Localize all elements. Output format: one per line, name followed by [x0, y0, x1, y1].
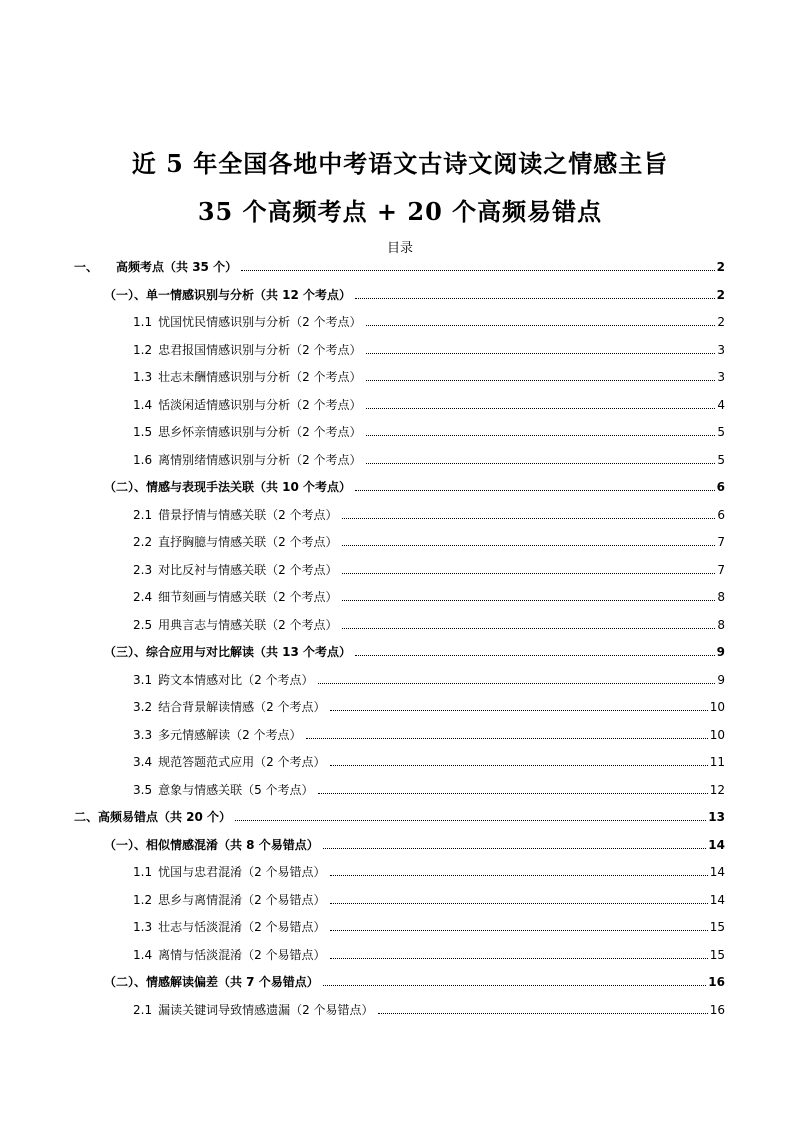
toc-leader-dots — [330, 709, 708, 711]
toc-entry[interactable] — [133, 419, 725, 439]
toc-entry[interactable] — [74, 804, 725, 824]
toc-entry-page: 2 — [716, 260, 725, 274]
toc-entry-title: 忧国忧民情感识别与分析（2 个考点） — [158, 315, 362, 329]
toc-leader-dots — [235, 819, 706, 821]
toc-entry-title: （一）、相似情感混淆（共 8 个易错点） — [104, 838, 319, 852]
toc-entry[interactable] — [133, 529, 725, 549]
toc-entry-number: 1.4 — [133, 948, 153, 962]
toc-leader-dots — [318, 682, 715, 684]
toc-leader-dots — [323, 847, 707, 849]
toc-entry[interactable] — [133, 667, 725, 687]
toc-entry[interactable] — [133, 447, 725, 467]
toc-leader-dots — [241, 269, 715, 271]
toc-leader-dots — [355, 489, 715, 491]
toc-entry-number: 3.2 — [133, 700, 153, 714]
toc-entry-title: 对比反衬与情感关联（2 个考点） — [158, 563, 338, 577]
toc-entry-number: 2.5 — [133, 618, 153, 632]
toc-entry[interactable] — [133, 337, 725, 357]
toc-entry-title: 离情别绪情感识别与分析（2 个考点） — [158, 453, 362, 467]
toc-entry[interactable] — [104, 474, 725, 494]
toc-entry-page: 2 — [717, 315, 725, 329]
toc-leader-dots — [342, 517, 715, 519]
toc-entry-page: 7 — [717, 563, 725, 577]
toc-entry-page: 5 — [717, 425, 725, 439]
toc-entry-number: 3.5 — [133, 783, 153, 797]
toc-entry-title: 思乡与离情混淆（2 个易错点） — [158, 893, 326, 907]
toc-entry-title: 二、高频易错点（共 20 个） — [74, 810, 232, 824]
toc-entry[interactable] — [133, 859, 725, 879]
toc-leader-dots — [366, 324, 715, 326]
toc-entry-title: 意象与情感关联（5 个考点） — [158, 783, 314, 797]
toc-entry[interactable] — [133, 777, 725, 797]
toc-entry-number: 1.1 — [133, 315, 153, 329]
toc-leader-dots — [366, 462, 715, 464]
toc-leader-dots — [355, 297, 715, 299]
toc-entry-number: 1.6 — [133, 453, 153, 467]
toc-entry-title: （一）、单一情感识别与分析（共 12 个考点） — [104, 288, 352, 302]
toc-entry-page: 3 — [717, 370, 725, 384]
toc-entry-number: 3.4 — [133, 755, 153, 769]
toc-entry-title: 跨文本情感对比（2 个考点） — [158, 673, 314, 687]
toc-entry-title: 忧国与忠君混淆（2 个易错点） — [158, 865, 326, 879]
toc-entry[interactable] — [133, 914, 725, 934]
toc-entry-number: 1.3 — [133, 370, 153, 384]
toc-entry-page: 16 — [709, 1003, 725, 1017]
toc-entry[interactable] — [133, 309, 725, 329]
toc-entry-number: 1.4 — [133, 398, 153, 412]
toc-entry-page: 16 — [708, 975, 725, 989]
toc-entry-number: 2.1 — [133, 508, 153, 522]
toc-entry[interactable] — [133, 942, 725, 962]
toc-entry-page: 8 — [717, 590, 725, 604]
toc-leader-dots — [330, 902, 708, 904]
toc-entry-page: 2 — [716, 288, 725, 302]
toc-entry-number: 1.2 — [133, 343, 153, 357]
document-title: 近 5 年全国各地中考语文古诗文阅读之情感主旨 — [131, 149, 669, 178]
toc-entry-number: 1.1 — [133, 865, 153, 879]
toc-leader-dots — [378, 1012, 708, 1014]
toc-entry-title: 借景抒情与情感关联（2 个考点） — [158, 508, 338, 522]
toc-leader-dots — [330, 764, 708, 766]
toc-entry-title: 规范答题范式应用（2 个考点） — [158, 755, 326, 769]
toc-leader-dots — [342, 599, 715, 601]
toc-leader-dots — [366, 434, 715, 436]
toc-entry-title: 多元情感解读（2 个考点） — [158, 728, 302, 742]
toc-entry[interactable] — [133, 694, 725, 714]
toc-entry-page: 7 — [717, 535, 725, 549]
toc-entry-page: 5 — [717, 453, 725, 467]
toc-entry-page: 13 — [708, 810, 725, 824]
toc-entry-title: 用典言志与情感关联（2 个考点） — [158, 618, 338, 632]
toc-entry-page: 3 — [717, 343, 725, 357]
toc-leader-dots — [355, 654, 715, 656]
toc-entry[interactable] — [133, 612, 725, 632]
toc-entry-title: 思乡怀亲情感识别与分析（2 个考点） — [158, 425, 362, 439]
toc-entry[interactable] — [104, 969, 725, 989]
toc-entry-number: 2.1 — [133, 1003, 153, 1017]
toc-leader-dots — [366, 407, 715, 409]
toc-entry[interactable] — [133, 722, 725, 742]
toc-leader-dots — [330, 929, 708, 931]
toc-entry-title: 忠君报国情感识别与分析（2 个考点） — [158, 343, 362, 357]
toc-entry-page: 6 — [717, 508, 725, 522]
toc-entry[interactable] — [133, 557, 725, 577]
toc-entry-title: 漏读关键词导致情感遗漏（2 个易错点） — [158, 1003, 374, 1017]
toc-entry[interactable] — [104, 282, 725, 302]
toc-entry-title: 恬淡闲适情感识别与分析（2 个考点） — [158, 398, 362, 412]
toc-entry-page: 14 — [709, 893, 725, 907]
toc-entry[interactable] — [133, 749, 725, 769]
toc-entry-number: 1.5 — [133, 425, 153, 439]
toc-entry[interactable] — [133, 584, 725, 604]
toc-entry-page: 14 — [708, 838, 725, 852]
toc-entry-page: 10 — [709, 700, 725, 714]
toc-leader-dots — [366, 352, 715, 354]
toc-entry-title: 壮志未酬情感识别与分析（2 个考点） — [158, 370, 362, 384]
toc-leader-dots — [306, 737, 708, 739]
toc-entry-title: （三）、综合应用与对比解读（共 13 个考点） — [104, 645, 352, 659]
toc-entry[interactable] — [74, 254, 725, 274]
toc-entry-page: 15 — [709, 920, 725, 934]
toc-entry-page: 8 — [717, 618, 725, 632]
toc-entry-page: 9 — [716, 645, 725, 659]
toc-leader-dots — [342, 627, 715, 629]
toc-leader-dots — [342, 544, 715, 546]
toc-entry-number: 3.3 — [133, 728, 153, 742]
toc-entry-page: 6 — [716, 480, 725, 494]
toc-entry-title: （二）、情感解读偏差（共 7 个易错点） — [104, 975, 319, 989]
toc-entry[interactable] — [104, 832, 725, 852]
toc-entry-page: 9 — [717, 673, 725, 687]
toc-entry-number: 3.1 — [133, 673, 153, 687]
toc-entry-number: 1.2 — [133, 893, 153, 907]
toc-entry-number: 2.2 — [133, 535, 153, 549]
toc-heading: 目录 — [386, 241, 413, 256]
toc-leader-dots — [366, 379, 715, 381]
toc-leader-dots — [330, 957, 708, 959]
toc-entry-title: 离情与恬淡混淆（2 个易错点） — [158, 948, 326, 962]
toc-entry-number: 2.4 — [133, 590, 153, 604]
toc-entry[interactable] — [133, 502, 725, 522]
toc-entry-page: 4 — [717, 398, 725, 412]
toc-entry-page: 15 — [709, 948, 725, 962]
toc-leader-dots — [342, 572, 715, 574]
document-subtitle: 35 个高频考点 + 20 个高频易错点 — [197, 197, 603, 226]
toc-entry-title: 细节刻画与情感关联（2 个考点） — [158, 590, 338, 604]
toc-entry-number: 2.3 — [133, 563, 153, 577]
toc-leader-dots — [330, 874, 708, 876]
toc-entry-number: 一、 — [74, 260, 99, 274]
toc-entry[interactable] — [133, 997, 725, 1017]
toc-entry-title: 结合背景解读情感（2 个考点） — [158, 700, 326, 714]
toc-entry-page: 12 — [709, 783, 725, 797]
toc-entry[interactable] — [133, 364, 725, 384]
toc-entry-page: 10 — [709, 728, 725, 742]
toc-entry-page: 14 — [709, 865, 725, 879]
toc-leader-dots — [318, 792, 708, 794]
toc-entry-title: （二）、情感与表现手法关联（共 10 个考点） — [104, 480, 352, 494]
toc-leader-dots — [323, 984, 707, 986]
toc-entry-title: 高频考点（共 35 个） — [116, 260, 238, 274]
toc-entry[interactable] — [133, 887, 725, 907]
toc-entry[interactable] — [104, 639, 725, 659]
toc-entry-title: 直抒胸臆与情感关联（2 个考点） — [158, 535, 338, 549]
toc-entry[interactable] — [133, 392, 725, 412]
toc-entry-number: 1.3 — [133, 920, 153, 934]
toc-entry-page: 11 — [709, 755, 725, 769]
toc-entry-title: 壮志与恬淡混淆（2 个易错点） — [158, 920, 326, 934]
